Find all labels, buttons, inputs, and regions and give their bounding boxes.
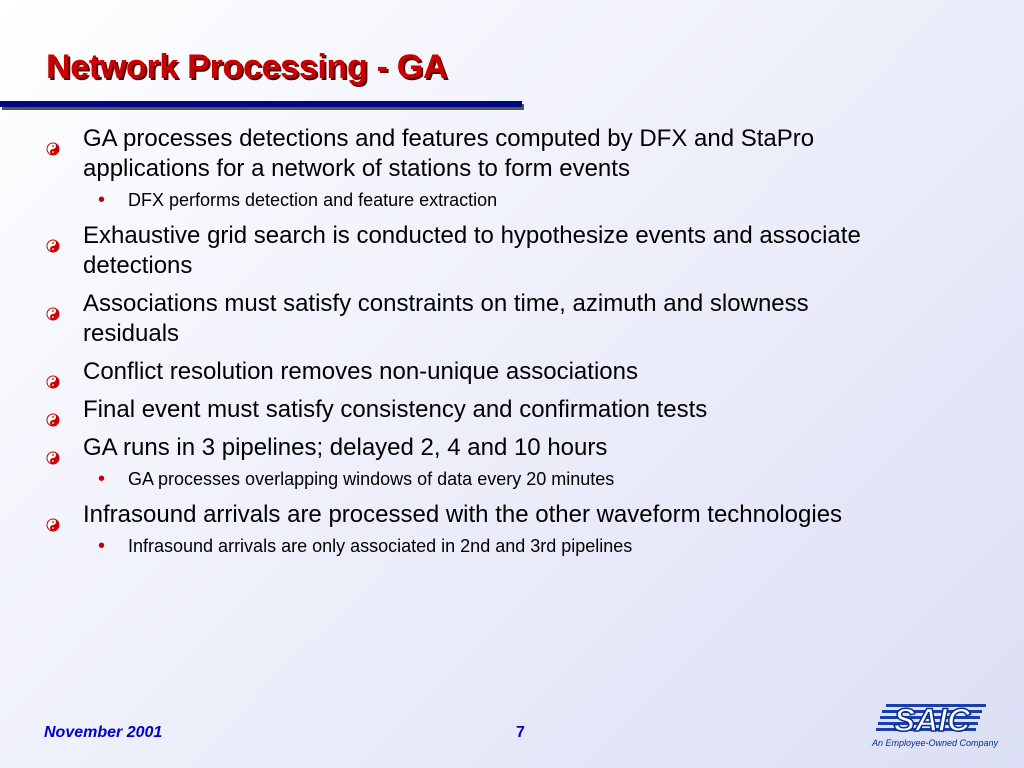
- saic-logo: [872, 700, 999, 756]
- dot-bullet-icon: •: [98, 535, 106, 557]
- bullet-text: Final event must satisfy consistency and confirmation tests: [83, 396, 708, 423]
- sub-bullet-item: [0, 189, 928, 211]
- bullet-text: GA runs in 3 pipelines; delayed 2, 4 and 10 hours: [83, 434, 608, 461]
- dot-bullet-icon: •: [98, 468, 106, 490]
- yin-yang-bullet-icon: [46, 405, 60, 419]
- sub-bullet-item: [0, 468, 928, 490]
- logo-tagline: An Employee-Owned Company: [872, 738, 999, 748]
- bullet-text: Infrasound arrivals are processed with the other waveform technologies: [83, 501, 843, 528]
- saic-logo-icon: [872, 700, 992, 738]
- bullet-text: GA processes detections and features computed by DFX and StaPro applications for a network of stations to form events: [83, 125, 815, 182]
- title-underline: [0, 101, 522, 107]
- sub-bullet-text: GA processes overlapping windows of data every 20 minutes: [128, 469, 615, 489]
- slide-title: Network Processing - GA: [46, 48, 448, 86]
- sub-bullet-text: DFX performs detection and feature extraction: [128, 190, 498, 210]
- bullet-text: Exhaustive grid search is conducted to hypothesize events and associate detections: [83, 222, 861, 279]
- bullet-item: [0, 433, 903, 463]
- bullet-item: [0, 500, 903, 530]
- dot-bullet-icon: •: [98, 189, 106, 211]
- yin-yang-bullet-icon: [46, 510, 60, 524]
- bullet-item: [0, 124, 903, 184]
- yin-yang-bullet-icon: [46, 134, 60, 148]
- yin-yang-bullet-icon: [46, 367, 60, 381]
- yin-yang-bullet-icon: [46, 231, 60, 245]
- bullet-text: Conflict resolution removes non-unique associations: [83, 358, 638, 385]
- bullet-list: [0, 124, 1024, 567]
- sub-bullet-item: [0, 535, 928, 557]
- bullet-item: [0, 357, 903, 387]
- page-number: 7: [516, 724, 525, 741]
- bullet-item: [0, 395, 903, 425]
- svg-text:SAIC: SAIC: [893, 702, 971, 738]
- yin-yang-bullet-icon: [46, 299, 60, 313]
- bullet-text: Associations must satisfy constraints on time, azimuth and slowness residuals: [83, 290, 809, 347]
- bullet-item: [0, 289, 903, 349]
- footer-date: November 2001: [44, 724, 163, 741]
- yin-yang-bullet-icon: [46, 443, 60, 457]
- bullet-item: [0, 221, 903, 281]
- sub-bullet-text: Infrasound arrivals are only associated in 2nd and 3rd pipelines: [128, 536, 633, 556]
